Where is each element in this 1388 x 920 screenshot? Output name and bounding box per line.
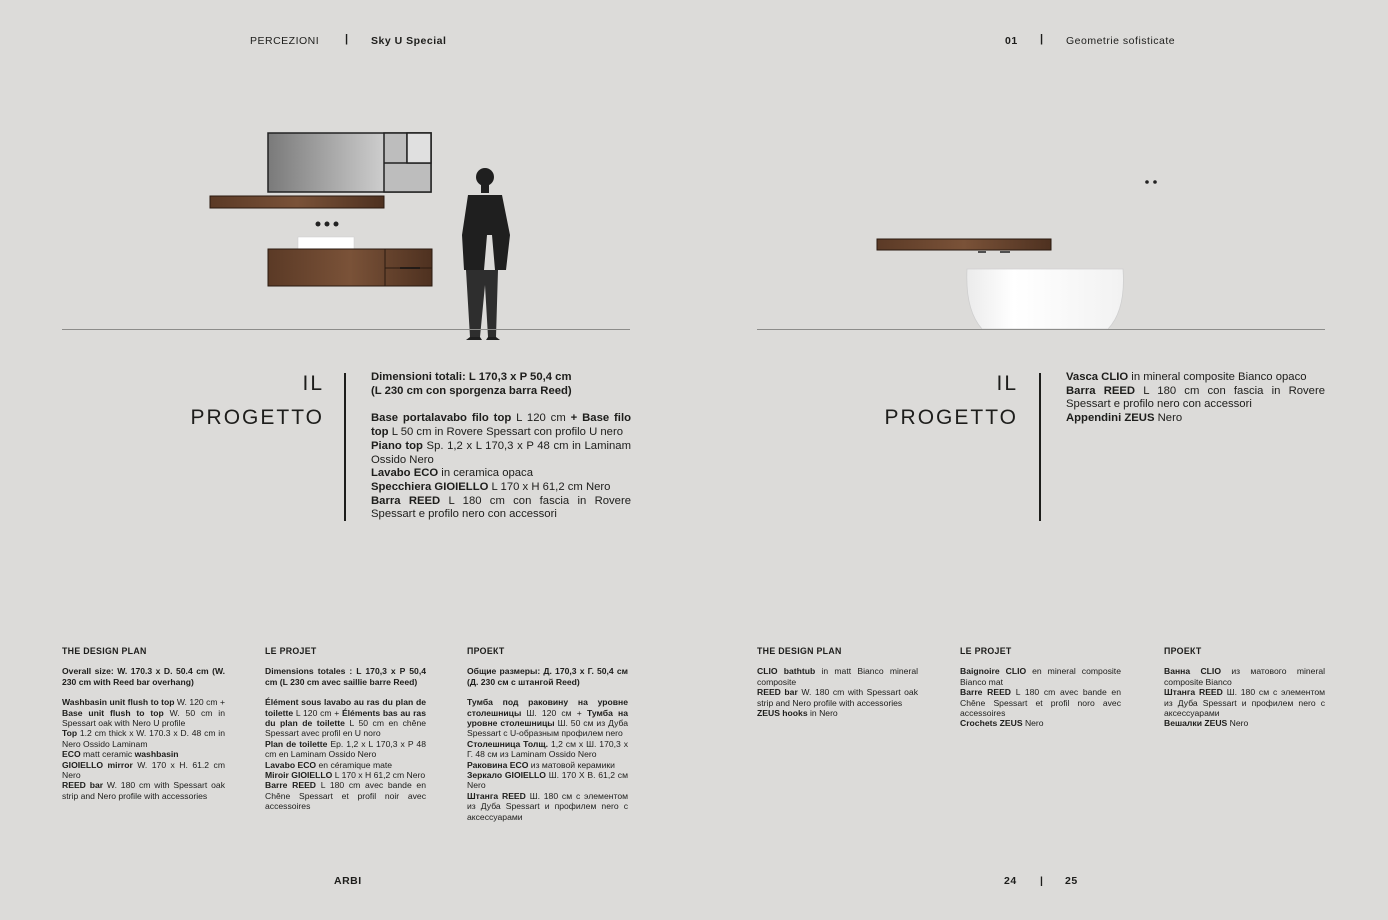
page-number-right: 25 [1065,875,1078,887]
col-line: Штанга REED Ш. 180 см с элементом из Дуба Spessart и профилем nero с аксессуарами [467,790,629,822]
col-line: Barre REED L 180 cm avec bande en Chêne Spessart et profil noir avec accessoires [265,780,426,812]
col-line: Dimensions totales : L 170,3 x P 50,4 cm (L 230 cm avec saillie barre Reed) [265,666,426,687]
left-furniture-illustration [200,125,530,345]
spec-top: Piano top Sp. 1,2 x L 170,3 x P 48 cm in Laminam Ossido Nero [371,439,631,466]
col-line: Тумба под раковину на уровне столешницы Ш. 120 см + Тумба на уровне столешницы Ш. 50 см из Дуба Spessart с U-образным профилем nero [467,697,629,739]
human-figure [462,168,510,340]
col-line: Общие размеры: Д. 170,3 x Г. 50,4 см (Д. 230 см с штангой Reed) [467,666,628,687]
col-line: CLIO bathtub in matt Bianco mineral composite [757,666,919,687]
col-heading: LE PROJET [265,646,317,656]
left-col-design-plan [62,646,225,801]
left-spec-list [371,371,631,522]
spec-base: Base portalavabo filo top L 120 cm + Base filo top L 50 cm in Rovere Spessart con profilo U nero [371,412,631,439]
header-separator: | [345,33,349,45]
reed-bar-right [877,239,1051,250]
title-line-il-right: IL [996,372,1018,395]
col-line: Ванна CLIO из матового mineral composite Bianco [1164,666,1326,687]
col-line: Lavabo ECO en céramique mate [265,759,393,770]
title-line-progetto-right: PROGETTO [884,406,1018,429]
spec-mirror: Specchiera GIOIELLO L 170 x H 61,2 cm Nero [371,480,611,493]
header-chapter-title: Geometrie sofisticate [1066,35,1176,47]
title-line-il: IL [302,372,324,395]
col-line: Top 1.2 cm thick x W. 170.3 x D. 48 cm in Nero Ossido Laminam [62,728,225,749]
footer-brand: ARBI [334,875,362,887]
header-section-label: PERCEZIONI [250,35,320,47]
spec-hooks: Appendini ZEUS Nero [1066,412,1183,425]
title-line-progetto: PROGETTO [190,406,324,429]
col-line: Baignoire CLIO en mineral composite Bianco mat [960,666,1121,687]
col-heading: ПРОЕКТ [1164,646,1202,656]
hooks-zeus [1145,180,1157,184]
spec-bathtub: Vasca CLIO in mineral composite Bianco opaco [1066,371,1307,383]
col-heading: ПРОЕКТ [467,646,505,656]
washbasin-eco [298,237,354,249]
spec-bar: Barra REED L 180 cm con fascia in Rovere Spessart e profilo nero con accessori [371,494,631,521]
col-heading: LE PROJET [960,646,1012,656]
left-col-le-projet [265,646,426,812]
header-chapter-number: 01 [1005,35,1018,47]
right-spec-list [1066,371,1325,426]
col-heading: THE DESIGN PLAN [757,646,842,656]
reed-bar [210,196,384,208]
left-progetto-title [140,367,324,435]
col-line: Crochets ZEUS Nero [960,718,1044,729]
col-line: Зеркало GIOIELLO Ш. 170 X В. 61,2 см Nero [467,770,628,791]
left-col-proekt [467,646,628,822]
footer-separator: | [1040,875,1044,887]
col-line: Штанга REED Ш. 180 см с элементом из Дуба Spessart и профилем nero с аксессуарами [1164,687,1326,719]
col-line: ZEUS hooks in Nero [757,708,838,719]
col-line: Вешалки ZEUS Nero [1164,718,1249,729]
right-col-design-plan [757,646,918,718]
col-line: Overall size: W. 170.3 x D. 50.4 cm (W. 230 cm with Reed bar overhang) [62,666,225,687]
col-line: Столешница Толщ. 1,2 см x Ш. 170,3 x Г. 48 см из Laminam Ossido Nero [467,738,629,760]
right-col-proekt [1164,646,1325,729]
col-line: Plan de toilette Ep. 1,2 x L 170,3 x P 48 cm en Laminam Ossido Nero [265,738,426,760]
page-number-left: 24 [1004,875,1017,887]
header-collection-title: Sky U Special [371,35,447,47]
col-line: Miroir GIOIELLO L 170 x H 61,2 cm Nero [265,770,426,781]
col-line: REED bar W. 180 cm with Spessart oak strip and Nero profile with accessories [62,780,225,801]
right-bath-illustration [860,170,1160,335]
right-divider [1039,373,1041,521]
col-line: Раковина ECO из матовой керамики [467,759,615,770]
col-line: REED bar W. 180 cm with Spessart oak strip and Nero profile with accessories [757,687,918,708]
col-heading: THE DESIGN PLAN [62,646,147,656]
col-line: Barre REED L 180 cm avec bande en Chêne Spessart et profil noro avec accessoires [960,687,1121,719]
col-line: ECO matt ceramic washbasin [62,749,179,760]
right-progetto-title [834,367,1018,435]
floor-line-left [62,329,630,330]
bathtub-clio [967,269,1124,329]
spec-total-dimensions: Dimensioni totali: L 170,3 x P 50,4 cm [371,371,572,383]
spec-total-dimensions-note: (L 230 cm con sporgenza barra Reed) [371,384,572,397]
spec-washbasin: Lavabo ECO in ceramica opaca [371,467,533,480]
vanity-base-unit [268,249,432,286]
header-separator-right: | [1040,33,1044,45]
col-line: GIOIELLO mirror W. 170 x H. 61.2 cm Nero [62,759,225,781]
spec-bar-right: Barra REED L 180 cm con fascia in Rovere Spessart e profilo nero con accessori [1066,384,1325,411]
col-line: Élément sous lavabo au ras du plan de toilette L 120 cm + Éléments bas au ras du plan de toilette L 50 cm en chêne Spessart avec profil en U noro [265,697,426,739]
mirror-gioiello [268,133,431,192]
right-col-le-projet [960,646,1121,729]
left-divider [344,373,346,521]
floor-line-right [757,329,1325,330]
accessories-dots [316,222,339,227]
col-line: Washbasin unit flush to top W. 120 cm + Base unit flush to top W. 50 cm in Spessart oak with Nero U profile [62,697,226,729]
